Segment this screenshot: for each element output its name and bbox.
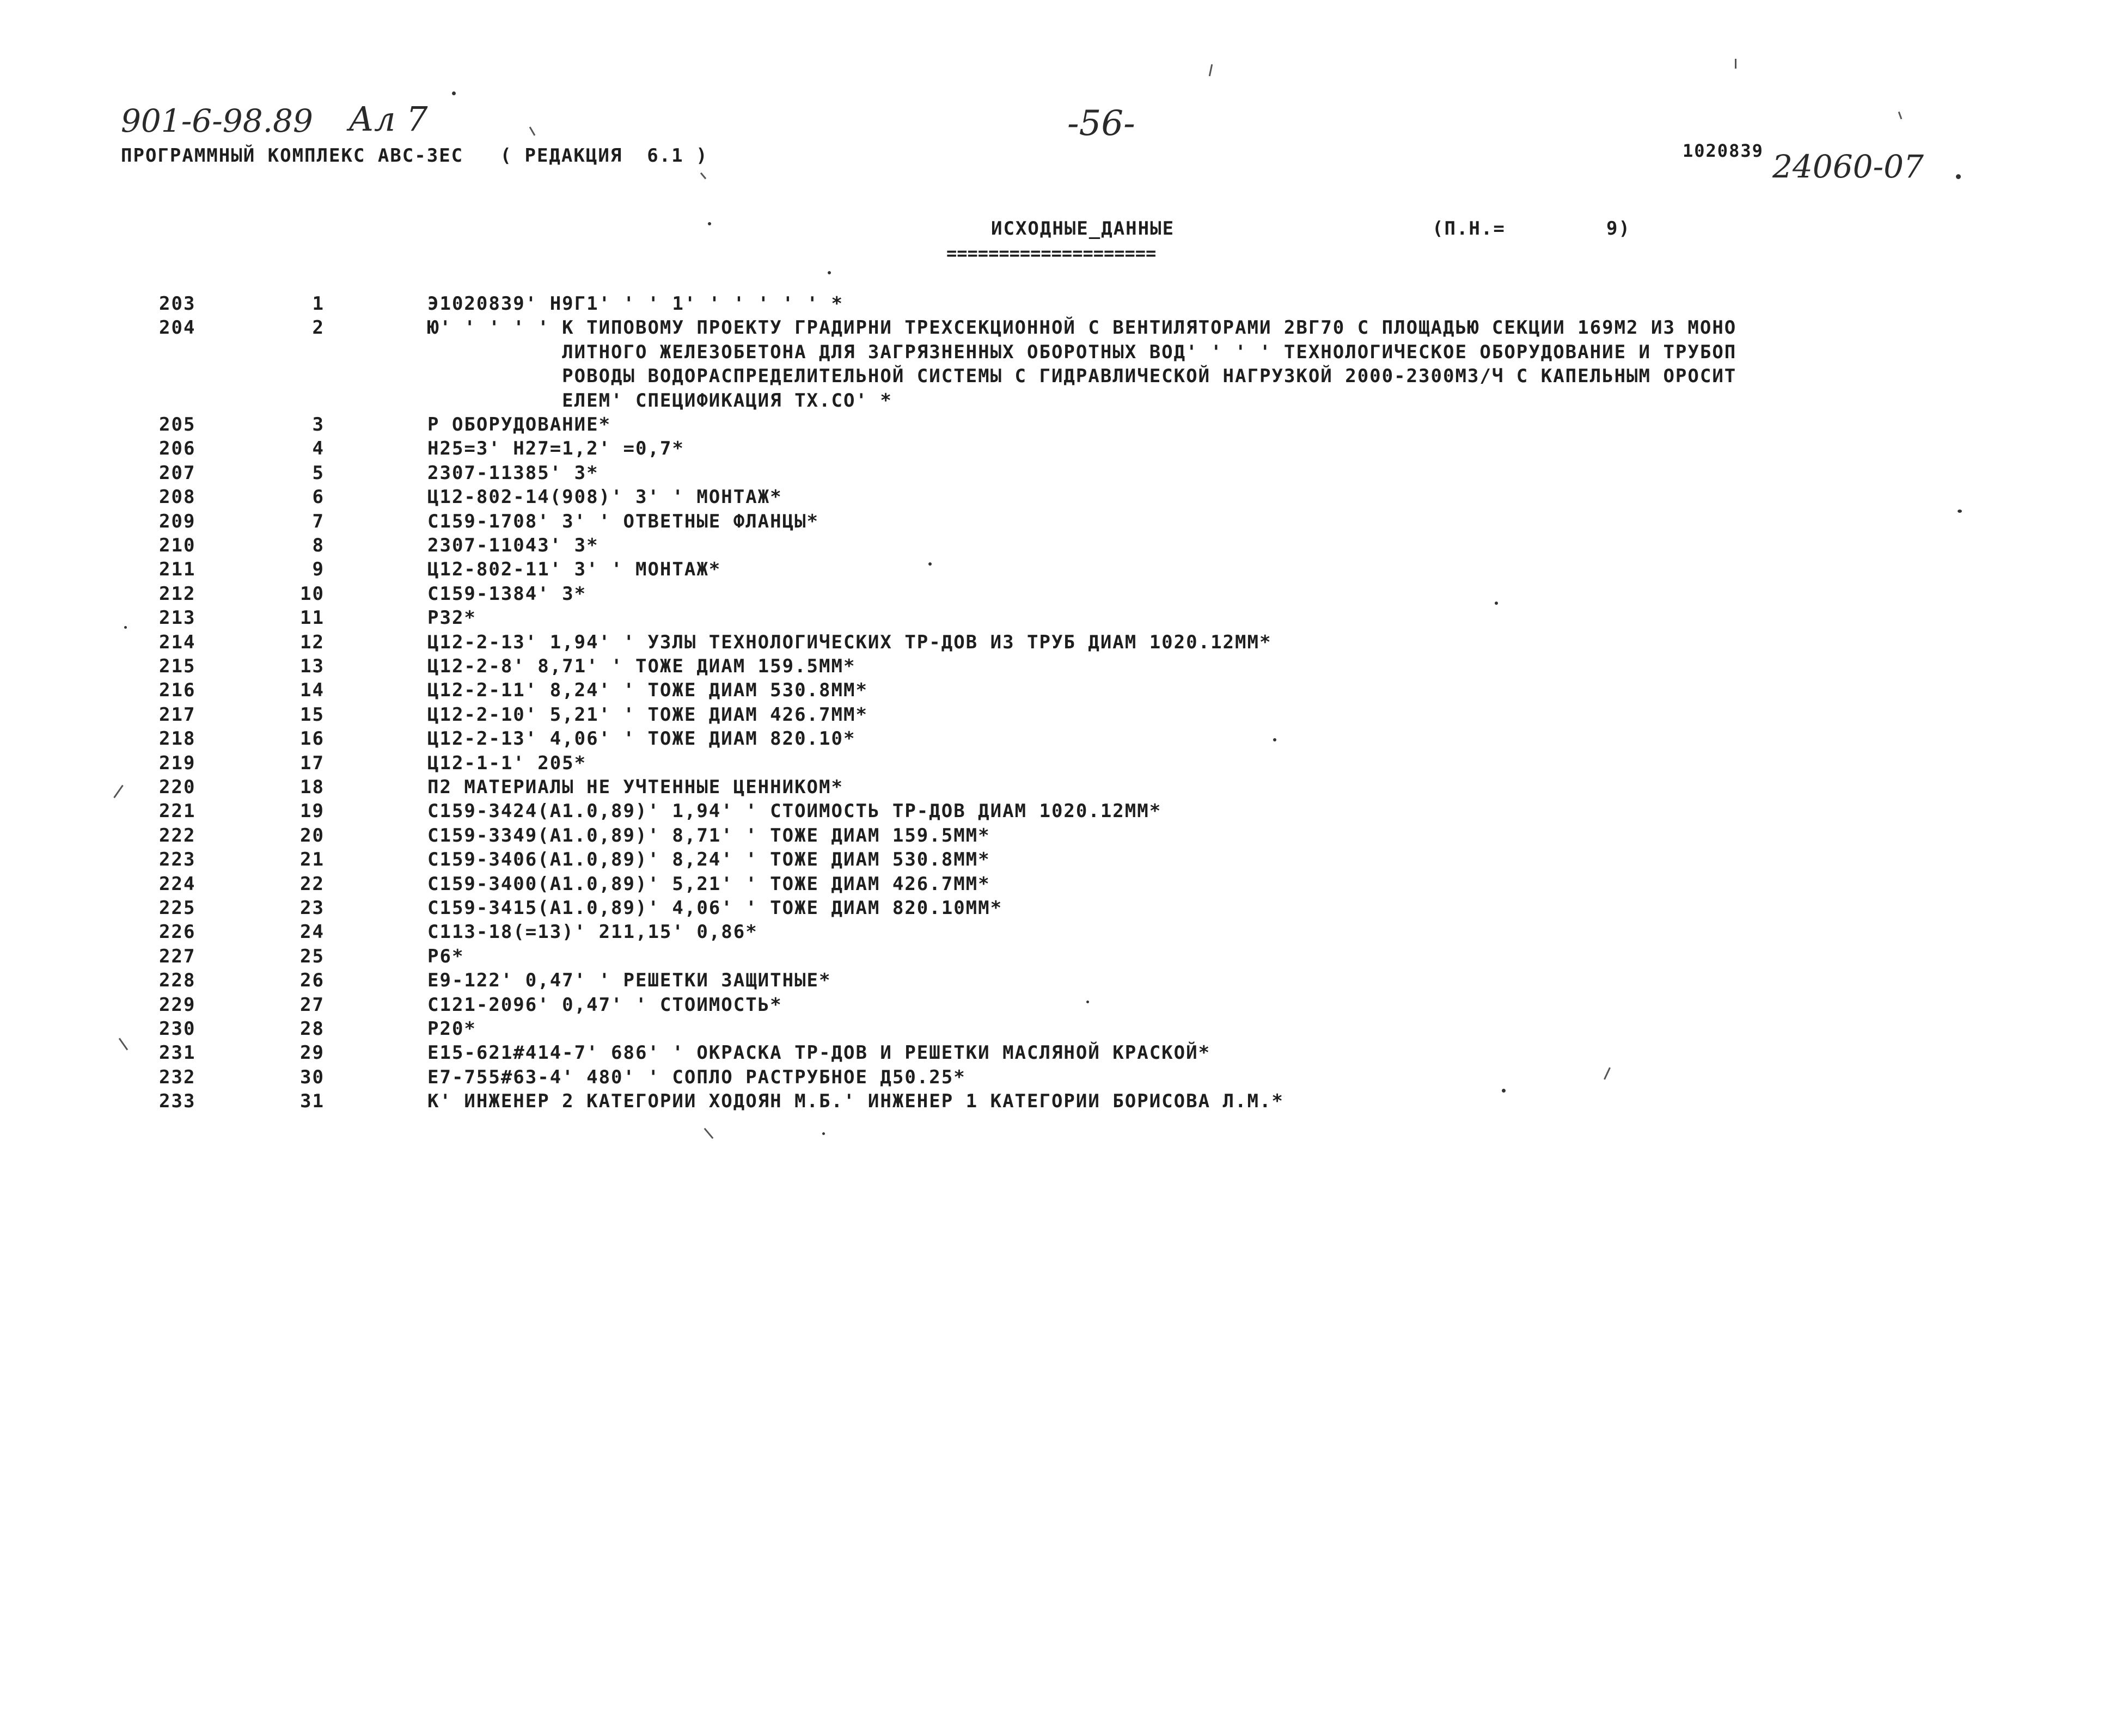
row-seq-number: 25	[300, 945, 325, 967]
row-seq-number: 31	[300, 1090, 325, 1113]
row-abs-number: 214	[159, 631, 196, 653]
handwritten-sheet-note: Ал 7	[348, 99, 428, 139]
pn-value: 9)	[1606, 218, 1631, 240]
row-text: 2307-11043' 3*	[427, 535, 599, 556]
row-abs-number: 208	[159, 486, 196, 508]
row-abs-number: 220	[159, 776, 196, 798]
scan-speck	[1502, 1089, 1506, 1093]
row-abs-number: 218	[159, 728, 196, 750]
row-abs-number: 232	[159, 1066, 196, 1088]
row-text: Р6*	[427, 945, 464, 967]
row-seq-number: 24	[300, 921, 325, 943]
row-text: Ц12-2-10' 5,21' ' ТОЖЕ ДИАМ 426.7ММ*	[427, 703, 868, 726]
row-text: Р ОБОРУДОВАНИЕ*	[427, 414, 611, 435]
scan-mark	[1735, 59, 1736, 69]
row-abs-number: 228	[159, 970, 196, 992]
pn-label: (П.Н.=	[1432, 218, 1506, 240]
scan-speck	[1495, 602, 1498, 605]
row-text: Ц12-1-1' 205*	[427, 752, 587, 774]
scan-speck	[124, 626, 127, 629]
row-abs-number: 229	[159, 993, 196, 1016]
row-text: Е15-621#414-7' 686' ' ОКРАСКА ТР-ДОВ И РЕШЕТКИ МАСЛЯНОЙ КРАСКОЙ*	[427, 1042, 1211, 1064]
section-title: ИСХОДНЫЕ_ДАННЫЕ	[991, 218, 1175, 240]
scan-mark	[529, 126, 536, 136]
stamp-number: 1020839	[1683, 140, 1764, 161]
row-abs-number: 209	[159, 510, 196, 532]
row-seq-number: 9	[312, 559, 325, 581]
row-text: Ц12-802-14(908)' 3' ' МОНТАЖ*	[427, 486, 782, 508]
row-text: ЛИТНОГО ЖЕЛЕЗОБЕТОНА ДЛЯ ЗАГРЯЗНЕННЫХ ОБОРОТНЫХ ВОД' ' ' ' ТЕХНОЛОГИЧЕСКОЕ ОБОРУДОВАНИЕ И ТРУБОП	[427, 341, 1737, 363]
scan-speck	[708, 222, 711, 225]
row-seq-number: 21	[300, 849, 325, 871]
row-seq-number: 6	[312, 486, 325, 508]
row-seq-number: 19	[300, 800, 325, 823]
scan-mark	[1209, 64, 1213, 76]
row-seq-number: 3	[312, 414, 325, 435]
row-text: Ю' ' ' ' ' К ТИПОВОМУ ПРОЕКТУ ГРАДИРНИ ТРЕХСЕКЦИОННОЙ С ВЕНТИЛЯТОРАМИ 2ВГ70 С ПЛОЩАДЬЮ СЕКЦИИ 169М2 ИЗ МОНО	[427, 317, 1737, 339]
row-seq-number: 5	[312, 462, 325, 484]
row-seq-number: 11	[300, 607, 325, 629]
row-abs-number: 224	[159, 873, 196, 895]
row-text: П2 МАТЕРИАЛЫ НЕ УЧТЕННЫЕ ЦЕННИКОМ*	[427, 776, 843, 798]
row-seq-number: 15	[300, 703, 325, 726]
row-text: С159-3400(А1.0,89)' 5,21' ' ТОЖЕ ДИАМ 426.7ММ*	[427, 873, 990, 895]
row-text: С121-2096' 0,47' ' СТОИМОСТЬ*	[427, 993, 782, 1016]
scan-mark	[119, 1038, 128, 1050]
row-abs-number: 221	[159, 800, 196, 823]
row-text: С159-3406(А1.0,89)' 8,24' ' ТОЖЕ ДИАМ 530.8ММ*	[427, 849, 990, 871]
row-text: К' ИНЖЕНЕР 2 КАТЕГОРИИ ХОДОЯН М.Б.' ИНЖЕНЕР 1 КАТЕГОРИИ БОРИСОВА Л.М.*	[427, 1090, 1284, 1113]
row-seq-number: 8	[312, 535, 325, 556]
handwritten-page-number: -56-	[1067, 103, 1135, 144]
row-abs-number: 207	[159, 462, 196, 484]
row-abs-number: 210	[159, 535, 196, 556]
row-seq-number: 14	[300, 679, 325, 702]
row-seq-number: 13	[300, 655, 325, 677]
row-seq-number: 20	[300, 824, 325, 846]
row-abs-number: 205	[159, 414, 196, 435]
row-text: Ц12-2-13' 1,94' ' УЗЛЫ ТЕХНОЛОГИЧЕСКИХ ТР-ДОВ ИЗ ТРУБ ДИАМ 1020.12ММ*	[427, 631, 1272, 653]
row-seq-number: 22	[300, 873, 325, 895]
row-text: Е7-755#63-4' 480' ' СОПЛО РАСТРУБНОЕ Д50.25*	[427, 1066, 966, 1088]
row-text: С159-3424(А1.0,89)' 1,94' ' СТОИМОСТЬ ТР-ДОВ ДИАМ 1020.12ММ*	[427, 800, 1162, 823]
row-seq-number: 12	[300, 631, 325, 653]
row-text: Р20*	[427, 1018, 476, 1040]
scan-speck	[1956, 174, 1961, 179]
scan-mark	[1604, 1067, 1611, 1079]
row-seq-number: 29	[300, 1042, 325, 1064]
row-text: Ц12-802-11' 3' ' МОНТАЖ*	[427, 559, 721, 581]
row-abs-number: 204	[159, 317, 196, 339]
row-abs-number: 226	[159, 921, 196, 943]
row-abs-number: 223	[159, 849, 196, 871]
row-text: Ц12-2-8' 8,71' ' ТОЖЕ ДИАМ 159.5ММ*	[427, 655, 856, 677]
row-seq-number: 1	[312, 293, 325, 315]
row-text: С159-1384' 3*	[427, 582, 587, 605]
row-text: Ц12-2-11' 8,24' ' ТОЖЕ ДИАМ 530.8ММ*	[427, 679, 868, 702]
row-text: РОВОДЫ ВОДОРАСПРЕДЕЛИТЕЛЬНОЙ СИСТЕМЫ С ГИДРАВЛИЧЕСКОЙ НАГРУЗКОЙ 2000-2300М3/Ч С КАПЕЛЬНЫМ ОРОСИТ	[427, 365, 1737, 388]
row-seq-number: 26	[300, 970, 325, 992]
row-text: С159-1708' 3' ' ОТВЕТНЫЕ ФЛАНЦЫ*	[427, 510, 820, 532]
scan-speck	[1273, 738, 1276, 741]
row-text: 2307-11385' 3*	[427, 462, 599, 484]
row-abs-number: 215	[159, 655, 196, 677]
row-seq-number: 27	[300, 993, 325, 1016]
row-seq-number: 30	[300, 1066, 325, 1088]
row-abs-number: 216	[159, 679, 196, 702]
row-seq-number: 28	[300, 1018, 325, 1040]
scan-mark	[113, 785, 124, 799]
row-text: ЕЛЕМ' СПЕЦИФИКАЦИЯ ТХ.СО' *	[427, 389, 892, 412]
row-text: Ц12-2-13' 4,06' ' ТОЖЕ ДИАМ 820.10*	[427, 728, 856, 750]
handwritten-doc-code: 901-6-98.89	[121, 102, 313, 139]
scan-speck	[822, 1132, 825, 1135]
row-seq-number: 18	[300, 776, 325, 798]
program-header: ПРОГРАММНЫЙ КОМПЛЕКС АВС-3ЕС ( РЕДАКЦИЯ 6.1 )	[121, 145, 708, 167]
handwritten-archive-number: 24060-07	[1772, 148, 1924, 185]
row-abs-number: 211	[159, 559, 196, 581]
row-text: Е9-122' 0,47' ' РЕШЕТКИ ЗАЩИТНЫЕ*	[427, 970, 831, 992]
section-underline: ====================	[946, 243, 1157, 263]
scan-speck	[928, 562, 932, 566]
scan-speck	[1958, 510, 1962, 513]
scan-speck	[1086, 1001, 1089, 1003]
row-text: Э1020839' Н9Г1' ' ' 1' ' ' ' ' ' *	[427, 293, 843, 315]
row-text: Р32*	[427, 607, 476, 629]
row-seq-number: 10	[300, 582, 325, 605]
row-abs-number: 230	[159, 1018, 196, 1040]
row-seq-number: 16	[300, 728, 325, 750]
row-text: С159-3349(А1.0,89)' 8,71' ' ТОЖЕ ДИАМ 159.5ММ*	[427, 824, 990, 846]
row-abs-number: 203	[159, 293, 196, 315]
scan-mark	[704, 1128, 714, 1139]
row-text: С159-3415(А1.0,89)' 4,06' ' ТОЖЕ ДИАМ 820.10ММ*	[427, 897, 1003, 919]
row-seq-number: 2	[312, 317, 325, 339]
row-abs-number: 225	[159, 897, 196, 919]
scan-mark	[1898, 112, 1903, 119]
row-seq-number: 23	[300, 897, 325, 919]
row-text: С113-18(=13)' 211,15' 0,86*	[427, 921, 758, 943]
row-abs-number: 233	[159, 1090, 196, 1113]
row-seq-number: 4	[312, 438, 325, 460]
row-abs-number: 212	[159, 582, 196, 605]
row-seq-number: 17	[300, 752, 325, 774]
row-abs-number: 206	[159, 438, 196, 460]
scan-speck	[828, 271, 831, 274]
row-abs-number: 222	[159, 824, 196, 846]
row-abs-number: 231	[159, 1042, 196, 1064]
row-text: Н25=3' Н27=1,2' =0,7*	[427, 438, 684, 460]
row-abs-number: 227	[159, 945, 196, 967]
scan-speck	[452, 91, 456, 95]
row-seq-number: 7	[312, 510, 325, 532]
row-abs-number: 219	[159, 752, 196, 774]
row-abs-number: 217	[159, 703, 196, 726]
scan-mark	[700, 173, 706, 180]
row-abs-number: 213	[159, 607, 196, 629]
